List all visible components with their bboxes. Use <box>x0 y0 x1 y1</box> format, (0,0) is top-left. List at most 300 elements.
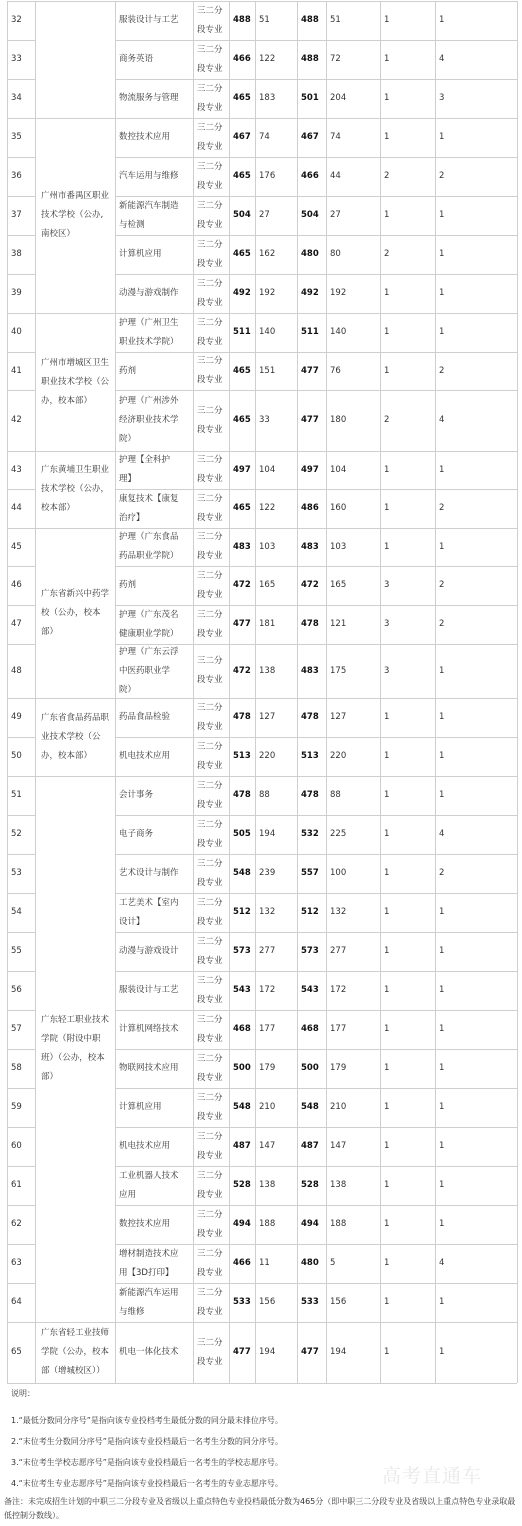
row-number: 50 <box>11 751 22 761</box>
major-name: 药剂 <box>119 365 137 376</box>
major-name: 机电技术应用 <box>119 751 171 761</box>
major-type: 三二分 段专业 <box>197 122 223 152</box>
row-number: 37 <box>11 210 22 220</box>
major-name: 护理（广州涉外 经济职业技术学 院） <box>119 396 179 444</box>
min-score: 494 <box>233 1219 251 1229</box>
major-type: 三二分 段专业 <box>197 936 223 966</box>
last-score-rank: 27 <box>330 210 341 220</box>
min-score-rank: 27 <box>259 210 270 220</box>
major-name: 商务英语 <box>119 54 154 64</box>
last-score: 543 <box>301 985 319 995</box>
major-name: 护理（广州卫生 职业技术学院） <box>119 317 179 347</box>
last-major-pref: 1 <box>439 712 445 722</box>
last-school-pref: 1 <box>384 15 390 25</box>
major-type: 三二分 段专业 <box>197 532 223 561</box>
major-type: 三二分 段专业 <box>197 858 223 888</box>
min-score-rank: 33 <box>259 415 270 425</box>
major-type: 三二分 段专业 <box>197 570 223 600</box>
row-number: 47 <box>11 619 22 629</box>
last-major-pref: 4 <box>439 829 445 839</box>
last-score: 472 <box>301 580 319 590</box>
last-score: 533 <box>301 1297 319 1307</box>
min-score: 478 <box>233 712 251 722</box>
last-major-pref: 1 <box>439 1102 445 1112</box>
major-name: 工艺美术【室内 设计】 <box>119 897 179 927</box>
major-type: 三二分 段专业 <box>197 1014 223 1044</box>
row-number: 59 <box>11 1102 22 1112</box>
last-major-pref: 1 <box>439 210 445 220</box>
major-type: 三二分 段专业 <box>197 83 223 113</box>
min-score: 548 <box>233 1102 251 1112</box>
last-score-rank: 165 <box>330 580 347 590</box>
last-school-pref: 1 <box>384 93 390 103</box>
last-score: 573 <box>301 946 319 956</box>
major-name: 动漫与游戏设计 <box>119 946 179 956</box>
last-major-pref: 1 <box>439 1219 445 1229</box>
major-name: 药品食品检验 <box>119 712 171 722</box>
note-item-4: 4.“末位考生专业志愿序号”是指向该专业投档最后一名考生的专业志愿序号。 <box>11 1479 283 1488</box>
last-score: 478 <box>301 790 319 800</box>
min-score-rank: 177 <box>259 1024 276 1034</box>
last-score: 497 <box>301 464 319 475</box>
last-score: 487 <box>301 1141 319 1151</box>
school-name: 广东黄埔卫生职业 技术学校（公办， 校本部） <box>41 465 110 513</box>
major-type: 三二分 段专业 <box>197 278 223 308</box>
last-score-rank: 100 <box>330 868 347 878</box>
table-grid-line <box>7 1383 517 1384</box>
last-school-pref: 1 <box>384 829 390 839</box>
row-number: 40 <box>11 327 22 337</box>
row-number: 33 <box>11 54 22 64</box>
min-score-rank: 140 <box>259 327 276 337</box>
min-score: 477 <box>233 1347 251 1357</box>
last-major-pref: 2 <box>439 580 445 590</box>
last-major-pref: 2 <box>439 365 445 376</box>
major-type: 三二分 段专业 <box>197 1131 223 1161</box>
min-score-rank: 138 <box>259 665 276 676</box>
school-name: 广州市增城区卫生 职业技术学校（公 办，校本部） <box>41 357 110 406</box>
last-score-rank: 225 <box>330 829 347 839</box>
major-type: 三二分 段专业 <box>197 741 223 771</box>
last-major-pref: 1 <box>439 15 445 25</box>
min-score: 533 <box>233 1297 251 1307</box>
note-item-1: 1.“最低分数同分序号”是指向该专业投档考生最低分数的同分最末排位序号。 <box>11 1416 283 1425</box>
last-score-rank: 44 <box>330 171 341 181</box>
last-score: 477 <box>301 365 319 376</box>
min-score: 528 <box>233 1180 251 1190</box>
last-score-rank: 156 <box>330 1297 347 1307</box>
row-number: 61 <box>11 1180 22 1190</box>
min-score-rank: 165 <box>259 580 276 590</box>
row-number: 65 <box>11 1347 22 1357</box>
last-school-pref: 3 <box>384 619 390 629</box>
last-school-pref: 1 <box>384 210 390 220</box>
row-number: 63 <box>11 1258 22 1268</box>
last-major-pref: 1 <box>439 946 445 956</box>
last-major-pref: 2 <box>439 503 445 513</box>
min-score: 505 <box>233 829 251 839</box>
row-number: 56 <box>11 985 22 995</box>
last-score: 557 <box>301 868 319 878</box>
row-number: 42 <box>11 415 22 425</box>
note-item-3: 3.“末位考生学校志愿序号”是指向该专业投档最后一名考生的学校志愿序号。 <box>11 1458 283 1467</box>
min-score: 466 <box>233 54 251 64</box>
last-school-pref: 2 <box>384 415 390 425</box>
last-school-pref: 1 <box>384 365 390 376</box>
major-name: 增材制造技术应 用【3D打印】 <box>119 1248 179 1278</box>
last-score-rank: 177 <box>330 1024 347 1034</box>
major-name: 康复技术【康复 治疗】 <box>119 493 179 523</box>
major-type: 三二分 段专业 <box>197 356 223 385</box>
min-score: 465 <box>233 93 251 103</box>
min-score-rank: 179 <box>259 1063 276 1073</box>
row-number: 36 <box>11 171 22 181</box>
min-score: 573 <box>233 946 251 956</box>
min-score-rank: 122 <box>259 503 276 513</box>
major-name: 计算机应用 <box>119 1102 162 1112</box>
last-major-pref: 1 <box>439 1024 445 1034</box>
major-type: 三二分 段专业 <box>197 975 223 1005</box>
min-score: 483 <box>233 541 251 552</box>
last-school-pref: 1 <box>384 327 390 337</box>
last-score: 477 <box>301 1347 319 1357</box>
row-number: 58 <box>11 1063 22 1073</box>
major-type: 三二分 段专业 <box>197 5 223 35</box>
last-score-rank: 51 <box>330 15 341 25</box>
major-name: 机电技术应用 <box>119 1141 171 1151</box>
last-score: 500 <box>301 1063 319 1073</box>
major-name: 工业机器人技术 应用 <box>119 1170 179 1200</box>
last-score-rank: 179 <box>330 1063 347 1073</box>
min-score: 467 <box>233 132 251 142</box>
last-major-pref: 1 <box>439 1141 445 1151</box>
major-type: 三二分 段专业 <box>197 405 223 435</box>
last-school-pref: 1 <box>384 288 390 298</box>
row-number: 32 <box>11 15 22 25</box>
major-name: 药剂 <box>119 580 137 590</box>
min-score-rank: 127 <box>259 712 276 722</box>
major-name: 汽车运用与维修 <box>119 171 179 181</box>
last-school-pref: 1 <box>384 946 390 956</box>
min-score: 504 <box>233 210 251 220</box>
major-name: 动漫与游戏制作 <box>119 288 179 298</box>
major-type: 三二分 段专业 <box>197 609 223 639</box>
last-score: 511 <box>301 327 319 337</box>
last-score-rank: 277 <box>330 946 347 956</box>
min-score-rank: 151 <box>259 365 276 376</box>
last-score: 512 <box>301 907 319 917</box>
row-number: 41 <box>11 365 22 376</box>
last-school-pref: 1 <box>384 1258 390 1268</box>
min-score-rank: 51 <box>259 15 270 25</box>
last-major-pref: 4 <box>439 54 445 64</box>
min-score-rank: 156 <box>259 1297 276 1307</box>
min-score: 487 <box>233 1141 251 1151</box>
major-type: 三二分 段专业 <box>197 239 223 269</box>
last-major-pref: 1 <box>439 249 445 259</box>
major-name: 会计事务 <box>119 790 154 800</box>
last-score-rank: 132 <box>330 907 347 917</box>
min-score: 472 <box>233 580 251 590</box>
min-score: 500 <box>233 1063 251 1073</box>
min-score-rank: 132 <box>259 907 276 917</box>
row-number: 51 <box>11 790 22 800</box>
last-score-rank: 140 <box>330 327 347 337</box>
major-type: 三二分 段专业 <box>197 493 223 523</box>
last-score-rank: 180 <box>330 415 347 425</box>
last-score: 488 <box>301 54 319 64</box>
last-score-rank: 192 <box>330 288 347 298</box>
last-major-pref: 1 <box>439 665 445 676</box>
last-major-pref: 1 <box>439 541 445 552</box>
last-major-pref: 1 <box>439 1063 445 1073</box>
major-type: 三二分 段专业 <box>197 44 223 74</box>
table-grid-line <box>517 1 518 1383</box>
min-score-rank: 277 <box>259 946 276 956</box>
major-name: 计算机应用 <box>119 249 162 259</box>
last-score-rank: 204 <box>330 93 347 103</box>
min-score-rank: 181 <box>259 619 276 629</box>
min-score-rank: 183 <box>259 93 276 103</box>
min-score-rank: 74 <box>259 132 270 142</box>
school-name: 广东省新兴中药学 校（公办，校本 部） <box>41 588 110 637</box>
major-type: 三二分 段专业 <box>197 819 223 849</box>
major-name: 护理（广东食品 药品职业学院） <box>119 532 179 561</box>
last-school-pref: 1 <box>384 1219 390 1229</box>
min-score: 477 <box>233 619 251 629</box>
major-type: 三二分 段专业 <box>197 200 223 230</box>
last-major-pref: 1 <box>439 288 445 298</box>
major-name: 服装设计与工艺 <box>119 985 179 995</box>
last-school-pref: 1 <box>384 1024 390 1034</box>
last-school-pref: 1 <box>384 790 390 800</box>
major-name: 新能源汽车运用 与维修 <box>119 1287 179 1317</box>
last-score: 532 <box>301 829 319 839</box>
major-name: 护理（广东云浮 中医药职业学 院） <box>119 646 179 695</box>
last-major-pref: 1 <box>439 907 445 917</box>
major-type: 三二分 段专业 <box>197 1053 223 1083</box>
min-score-rank: 194 <box>259 1347 276 1357</box>
last-major-pref: 1 <box>439 1180 445 1190</box>
last-major-pref: 3 <box>439 93 445 103</box>
last-major-pref: 1 <box>439 464 445 475</box>
row-number: 54 <box>11 907 22 917</box>
school-name <box>35 1 115 118</box>
min-score: 465 <box>233 503 251 513</box>
last-score-rank: 160 <box>330 503 347 513</box>
last-major-pref: 1 <box>439 751 445 761</box>
last-school-pref: 1 <box>384 132 390 142</box>
school-name: 广东省食品药品职 业技术学校（公 办，校本部） <box>41 712 110 761</box>
last-major-pref: 2 <box>439 171 445 181</box>
last-score-rank: 188 <box>330 1219 347 1229</box>
row-number: 55 <box>11 946 22 956</box>
major-type: 三二分 段专业 <box>197 780 223 810</box>
last-score: 467 <box>301 132 319 142</box>
last-score-rank: 5 <box>330 1258 336 1268</box>
last-score: 468 <box>301 1024 319 1034</box>
min-score: 465 <box>233 365 251 376</box>
major-type: 三二分 段专业 <box>197 656 223 685</box>
row-number: 52 <box>11 829 22 839</box>
last-school-pref: 1 <box>384 464 390 475</box>
min-score: 466 <box>233 1258 251 1268</box>
last-school-pref: 3 <box>384 665 390 676</box>
last-school-pref: 1 <box>384 1180 390 1190</box>
major-name: 艺术设计与制作 <box>119 868 179 878</box>
min-score-rank: 11 <box>259 1258 270 1268</box>
major-name: 物流服务与管理 <box>119 93 179 103</box>
min-score: 543 <box>233 985 251 995</box>
major-name: 护理【全科护 理】 <box>119 455 171 484</box>
min-score-rank: 103 <box>259 541 276 552</box>
last-major-pref: 2 <box>439 619 445 629</box>
row-number: 45 <box>11 541 22 552</box>
last-major-pref: 2 <box>439 868 445 878</box>
watermark: 高考直通车 <box>382 1465 483 1487</box>
major-name: 护理（广东茂名 健康职业学院） <box>119 609 179 639</box>
major-name: 电子商务 <box>119 829 154 839</box>
min-score-rank: 162 <box>259 249 276 259</box>
last-score-rank: 172 <box>330 985 347 995</box>
row-number: 53 <box>11 868 22 878</box>
last-score: 548 <box>301 1102 319 1112</box>
last-school-pref: 2 <box>384 171 390 181</box>
min-score: 465 <box>233 415 251 425</box>
last-score: 528 <box>301 1180 319 1190</box>
last-score: 466 <box>301 171 319 181</box>
min-score-rank: 88 <box>259 790 270 800</box>
row-number: 43 <box>11 464 22 475</box>
last-score: 513 <box>301 751 319 761</box>
last-score-rank: 103 <box>330 541 347 552</box>
min-score: 492 <box>233 288 251 298</box>
min-score: 497 <box>233 464 251 475</box>
major-name: 机电一体化技术 <box>119 1347 179 1357</box>
last-score: 478 <box>301 712 319 722</box>
major-type: 三二分 段专业 <box>197 702 223 732</box>
last-score: 492 <box>301 288 319 298</box>
min-score-rank: 220 <box>259 751 276 761</box>
last-school-pref: 2 <box>384 249 390 259</box>
row-number: 64 <box>11 1297 22 1307</box>
min-score-rank: 194 <box>259 829 276 839</box>
last-score: 483 <box>301 665 319 676</box>
last-major-pref: 1 <box>439 1297 445 1307</box>
last-score-rank: 121 <box>330 619 347 629</box>
min-score-rank: 192 <box>259 288 276 298</box>
row-number: 46 <box>11 580 22 590</box>
major-type: 三二分 段专业 <box>197 161 223 191</box>
min-score: 513 <box>233 751 251 761</box>
last-score-rank: 74 <box>330 132 341 142</box>
major-type: 三二分 段专业 <box>197 1092 223 1122</box>
row-number: 62 <box>11 1219 22 1229</box>
last-school-pref: 3 <box>384 580 390 590</box>
school-name: 广东省轻工业技师 学院（公办，校本 部（增城校区）） <box>41 1328 110 1376</box>
last-school-pref: 1 <box>384 1297 390 1307</box>
last-school-pref: 1 <box>384 985 390 995</box>
min-score-rank: 188 <box>259 1219 276 1229</box>
last-score-rank: 175 <box>330 665 347 676</box>
last-school-pref: 1 <box>384 751 390 761</box>
last-score: 504 <box>301 210 319 220</box>
major-name: 服装设计与工艺 <box>119 15 179 25</box>
last-school-pref: 1 <box>384 1102 390 1112</box>
major-type: 三二分 段专业 <box>197 1170 223 1200</box>
last-score-rank: 194 <box>330 1347 347 1357</box>
last-school-pref: 1 <box>384 907 390 917</box>
last-score-rank: 80 <box>330 249 341 259</box>
row-number: 49 <box>11 712 22 722</box>
major-type: 三二分 段专业 <box>197 455 223 484</box>
last-school-pref: 1 <box>384 1347 390 1357</box>
min-score-rank: 172 <box>259 985 276 995</box>
min-score: 468 <box>233 1024 251 1034</box>
last-score-rank: 104 <box>330 464 347 475</box>
last-score-rank: 72 <box>330 54 341 64</box>
min-score: 512 <box>233 907 251 917</box>
remark-text: 备注：未完成招生计划的中职三二分段专业及省级以上重点特色专业投档最低分数为465分（即中职三二分段专业及省级以上重点特色专业录取最低控制分数线）。 <box>4 1497 516 1520</box>
min-score-rank: 147 <box>259 1141 276 1151</box>
min-score-rank: 239 <box>259 868 276 878</box>
major-name: 数控技术应用 <box>119 132 171 142</box>
row-number: 44 <box>11 503 22 513</box>
min-score: 478 <box>233 790 251 800</box>
last-score: 478 <box>301 619 319 629</box>
row-number: 34 <box>11 93 22 103</box>
min-score-rank: 138 <box>259 1180 276 1190</box>
last-score-rank: 88 <box>330 790 341 800</box>
row-number: 39 <box>11 288 22 298</box>
last-score: 477 <box>301 415 319 425</box>
min-score-rank: 210 <box>259 1102 276 1112</box>
last-school-pref: 1 <box>384 503 390 513</box>
last-school-pref: 1 <box>384 1141 390 1151</box>
last-major-pref: 1 <box>439 1347 445 1357</box>
row-number: 48 <box>11 665 22 676</box>
last-school-pref: 1 <box>384 868 390 878</box>
major-type: 三二分 段专业 <box>197 1209 223 1239</box>
min-score: 465 <box>233 249 251 259</box>
major-name: 计算机网络技术 <box>119 1024 179 1034</box>
school-name: 广东轻工职业技术 学院（附设中职 班）（公办，校本 部） <box>41 1015 110 1082</box>
last-school-pref: 1 <box>384 712 390 722</box>
note-item-2: 2.“末位考生分数同分序号”是指向该专业投档最后一名考生分数的同分序号。 <box>11 1437 283 1446</box>
school-name: 广州市番禺区职业 技术学校（公办, 南校区） <box>41 191 110 239</box>
last-score: 488 <box>301 15 319 25</box>
min-score-rank: 122 <box>259 54 276 64</box>
min-score: 488 <box>233 15 251 25</box>
last-score-rank: 220 <box>330 751 347 761</box>
min-score: 511 <box>233 327 251 337</box>
last-school-pref: 1 <box>384 54 390 64</box>
last-score-rank: 127 <box>330 712 347 722</box>
major-type: 三二分 段专业 <box>197 317 223 347</box>
last-score: 480 <box>301 249 319 259</box>
major-type: 三二分 段专业 <box>197 1248 223 1278</box>
major-name: 新能源汽车制造 与检测 <box>119 200 179 230</box>
last-score: 501 <box>301 93 319 103</box>
min-score: 465 <box>233 171 251 181</box>
min-score-rank: 104 <box>259 464 276 475</box>
last-major-pref: 4 <box>439 415 445 425</box>
major-name: 数控技术应用 <box>119 1219 171 1229</box>
last-score-rank: 138 <box>330 1180 347 1190</box>
row-number: 57 <box>11 1024 22 1034</box>
last-score-rank: 76 <box>330 365 341 376</box>
last-score: 480 <box>301 1258 319 1268</box>
